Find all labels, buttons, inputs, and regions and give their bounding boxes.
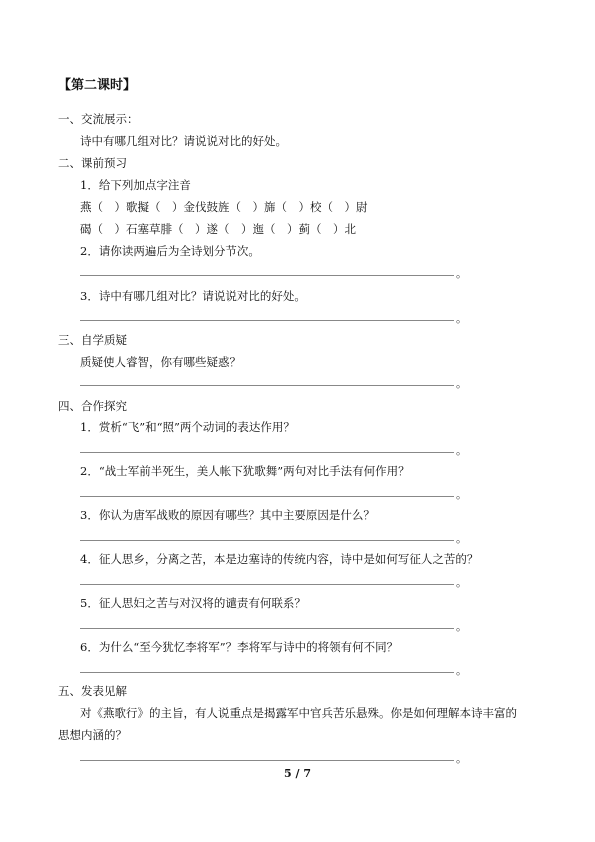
- explore-question-1: 1．赏析“飞”和“照”两个动词的表达作用？: [80, 420, 295, 434]
- answer-line[interactable]: [80, 496, 454, 497]
- opinion-text-line-1: 对《燕歌行》的主旨，有人说重点是揭露军中官兵苦乐悬殊。你是如何理解本诗丰富的: [80, 706, 517, 720]
- section-heading-exchange: 一、交流展示：: [58, 112, 139, 126]
- answer-line-end: 。: [456, 488, 467, 501]
- answer-line[interactable]: [80, 320, 454, 321]
- pinyin-row-2: 碣（ ）石塞草腓（ ）遂（ ）迤（ ）蓟（ ）北: [80, 222, 356, 236]
- answer-line-end: 。: [456, 664, 467, 677]
- explore-question-4: 4．征人思乡，分离之苦，本是边塞诗的传统内容，诗中是如何写征人之苦的？: [80, 552, 479, 566]
- answer-line-end: 。: [456, 752, 467, 765]
- answer-line[interactable]: [80, 628, 454, 629]
- opinion-text-line-2: 思想内涵的？: [58, 728, 127, 742]
- section-heading-opinion: 五、发表见解: [58, 684, 127, 698]
- exchange-question: 诗中有哪几组对比？请说说对比的好处。: [80, 134, 287, 148]
- answer-line[interactable]: [80, 452, 454, 453]
- explore-question-5: 5．征人思妇之苦与对汉将的谴责有何联系？: [80, 596, 306, 610]
- answer-line[interactable]: [80, 760, 454, 761]
- answer-line[interactable]: [80, 385, 454, 386]
- answer-line-end: 。: [456, 620, 467, 633]
- answer-line-end: 。: [456, 312, 467, 325]
- explore-question-6: 6．为什么“至今犹忆李将军”？李将军与诗中的将领有何不同？: [80, 640, 399, 654]
- section-heading-preview: 二、课前预习: [58, 156, 127, 170]
- answer-line[interactable]: [80, 584, 454, 585]
- answer-line-end: 。: [456, 267, 467, 280]
- preview-question-1: 1．给下列加点字注音: [80, 178, 191, 192]
- section-heading-explore: 四、合作探究: [58, 399, 127, 413]
- pinyin-row-1: 燕（ ）歌擬（ ）金伐鼓旌（ ）旆（ ）校（ ）尉: [80, 200, 368, 214]
- preview-question-2: 2．请你读两遍后为全诗划分节次。: [80, 244, 260, 258]
- answer-line-end: 。: [456, 377, 467, 390]
- section-heading-self-study: 三、自学质疑: [58, 333, 127, 347]
- explore-question-3: 3．你认为唐军战败的原因有哪些？其中主要原因是什么？: [80, 508, 375, 522]
- preview-question-3: 3．诗中有哪几组对比？请说说对比的好处。: [80, 289, 306, 303]
- page-number: 5 / 7: [284, 767, 311, 780]
- answer-line[interactable]: [80, 540, 454, 541]
- answer-line-end: 。: [456, 532, 467, 545]
- answer-line-end: 。: [456, 576, 467, 589]
- self-study-prompt: 质疑使人睿智，你有哪些疑惑？: [80, 355, 241, 369]
- answer-line-end: 。: [456, 444, 467, 457]
- section-title: 【第二课时】: [58, 78, 137, 93]
- answer-line[interactable]: [80, 672, 454, 673]
- explore-question-2: 2．“战士军前半死生，美人帐下犹歌舞”两句对比手法有何作用？: [80, 464, 410, 478]
- answer-line[interactable]: [80, 275, 454, 276]
